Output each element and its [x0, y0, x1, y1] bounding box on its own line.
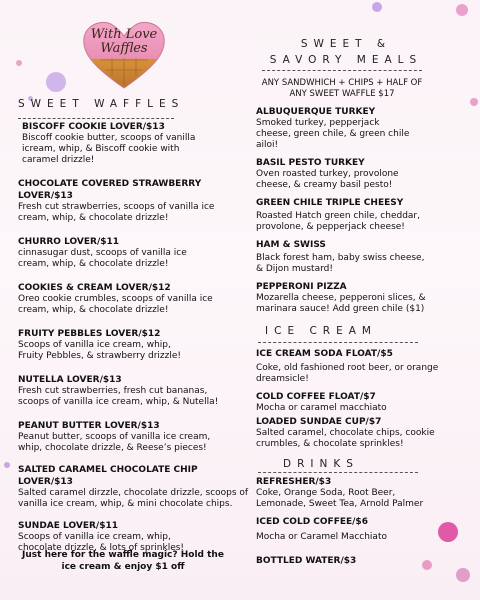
waffles-list — [18, 121, 250, 554]
confetti-dot — [470, 98, 478, 106]
drinks-list — [256, 476, 442, 567]
item-name: PEANUT BUTTER LOVER/$13 — [18, 421, 160, 431]
divider — [262, 70, 422, 71]
section-title-sweet-and: SWEET & — [300, 38, 392, 50]
item-name: BOTTLED WATER/$3 — [256, 556, 357, 566]
item-name: PEPPERONI PIZZA — [256, 282, 347, 292]
item-name: REFRESHER/$3 — [256, 477, 332, 487]
item-desc: Peanut butter, scoops of vanilla ice cream, whip, chocolate drizzle, & Reese’s pieces! — [18, 432, 211, 453]
item-desc: Oven roasted turkey, provolone cheese, & creamy basil pesto! — [256, 169, 399, 190]
item-desc: Salted caramel dirzzle, chocolate drizzle, scoops of vanilla ice cream, whip, & mini chocolate chips. — [18, 488, 249, 509]
section-title-sweet-waffles: SWEET WAFFLES — [18, 98, 185, 110]
menu-item — [18, 178, 250, 224]
item-name: CHURRO LOVER/$11 — [18, 237, 120, 247]
ice-cream-list — [256, 348, 442, 450]
divider — [258, 472, 418, 473]
item-desc: Biscoff cookie butter, scoops of vanilla icream, whip, & Biscoff cookie with caramel drizzle! — [22, 133, 196, 165]
item-name: COOKIES & CREAM LOVER/$12 — [18, 283, 171, 293]
item-name: ICED COLD COFFEE/$6 — [256, 517, 368, 527]
confetti-dot — [46, 72, 66, 92]
menu-item — [18, 374, 250, 408]
menu-item — [18, 464, 250, 510]
menu-item — [256, 106, 442, 151]
divider — [18, 118, 174, 119]
item-name: SUNDAE LOVER/$11 — [18, 521, 118, 531]
menu-item — [256, 516, 442, 543]
item-name: COLD COFFEE FLOAT/$7 — [256, 392, 376, 402]
confetti-dot — [16, 60, 22, 66]
item-desc: Scoops of vanilla ice cream, whip, Fruity Pebbles, & strawberry drizzle! — [18, 340, 182, 361]
item-desc: Scoops of vanilla ice cream, whip, chocolate drizzle, & lots of sprinkles! — [18, 532, 185, 553]
item-name: FRUITY PEBBLES LOVER/$12 — [18, 329, 161, 339]
item-desc: Coke, Orange Soda, Root Beer, Lemonade, Sweet Tea, Arnold Palmer — [256, 488, 424, 509]
item-desc: Black forest ham, baby swiss cheese, & Dijon mustard! — [256, 253, 425, 274]
section-title-savory-meals: SAVORY MEALS — [269, 54, 423, 66]
logo-line-2: Waffles — [100, 41, 148, 56]
menu-item — [18, 236, 250, 270]
item-desc: Fresh cut strawberries, fresh cut bananas, scoops of vanilla ice cream, whip, & Nutella! — [18, 386, 219, 407]
item-desc: Fresh cut strawberries, scoops of vanilla ice cream, whip, & chocolate drizzle! — [18, 202, 215, 223]
confetti-dot — [372, 2, 382, 12]
logo-line-1: With Love — [90, 27, 158, 42]
savory-list — [256, 106, 442, 315]
item-name: ALBUQUERQUE TURKEY — [256, 107, 376, 117]
menu-item — [18, 420, 250, 454]
item-name: HAM & SWISS — [256, 240, 326, 250]
item-name: GREEN CHILE TRIPLE CHEESY — [256, 198, 404, 208]
menu-item — [256, 157, 442, 191]
menu-item — [256, 416, 442, 450]
waffle-magic-note: Just here for the waffle magic? Hold the ice cream & enjoy $1 off — [22, 550, 224, 572]
item-name: BASIL PESTO TURKEY — [256, 158, 365, 168]
item-name: NUTELLA LOVER/$13 — [18, 375, 122, 385]
menu-item — [256, 391, 442, 414]
menu-item — [22, 121, 250, 166]
menu-item — [256, 197, 442, 233]
menu-item — [18, 328, 250, 362]
combo-deal: ANY SANDWHICH + CHIPS + HALF OF ANY SWEET WAFFLE $17 — [261, 78, 423, 99]
item-name: LOADED SUNDAE CUP/$7 — [256, 417, 382, 427]
item-name: ICE CREAM SODA FLOAT/$5 — [256, 349, 393, 359]
item-desc: Smoked turkey, pepperjack cheese, green chile, & green chile ailoi! — [256, 118, 410, 150]
menu-item — [256, 476, 442, 510]
item-name: BISCOFF COOKIE LOVER/$13 — [22, 122, 165, 132]
section-title-drinks: DRINKS — [283, 458, 359, 470]
item-desc: cinnasugar dust, scoops of vanilla ice cream, whip, & chocolate drizzle! — [18, 248, 187, 269]
menu-item — [256, 281, 442, 315]
section-title-ice-cream: ICE CREAM — [265, 325, 377, 337]
divider — [258, 342, 418, 343]
menu-item — [18, 282, 250, 316]
item-desc: Mozarella cheese, pepperoni slices, & marinara sauce! Add green chile ($1) — [256, 293, 426, 314]
item-desc: Coke, old fashioned root beer, or orange dreamsicle! — [256, 363, 439, 384]
item-desc: Oreo cookie crumbles, scoops of vanilla ice cream, whip, & chocolate drizzle! — [18, 294, 213, 315]
menu-item — [256, 555, 442, 567]
menu-item — [256, 348, 442, 385]
item-desc: Roasted Hatch green chile, cheddar, provolone, & pepperjack cheese! — [256, 211, 420, 232]
item-name: CHOCOLATE COVERED STRAWBERRY LOVER/$13 — [18, 179, 202, 201]
confetti-dot — [4, 462, 10, 468]
confetti-dot — [456, 4, 468, 16]
logo-wordmark — [88, 28, 160, 56]
menu-item — [256, 239, 442, 275]
item-name: SALTED CARAMEL CHOCOLATE CHIP LOVER/$13 — [18, 465, 198, 487]
item-desc: Salted caramel, chocolate chips, cookie crumbles, & chocolate sprinkles! — [256, 428, 435, 449]
item-desc: Mocha or Caramel Macchiato — [256, 532, 387, 542]
confetti-dot — [456, 568, 470, 582]
item-desc: Mocha or caramel macchiato — [256, 403, 387, 413]
